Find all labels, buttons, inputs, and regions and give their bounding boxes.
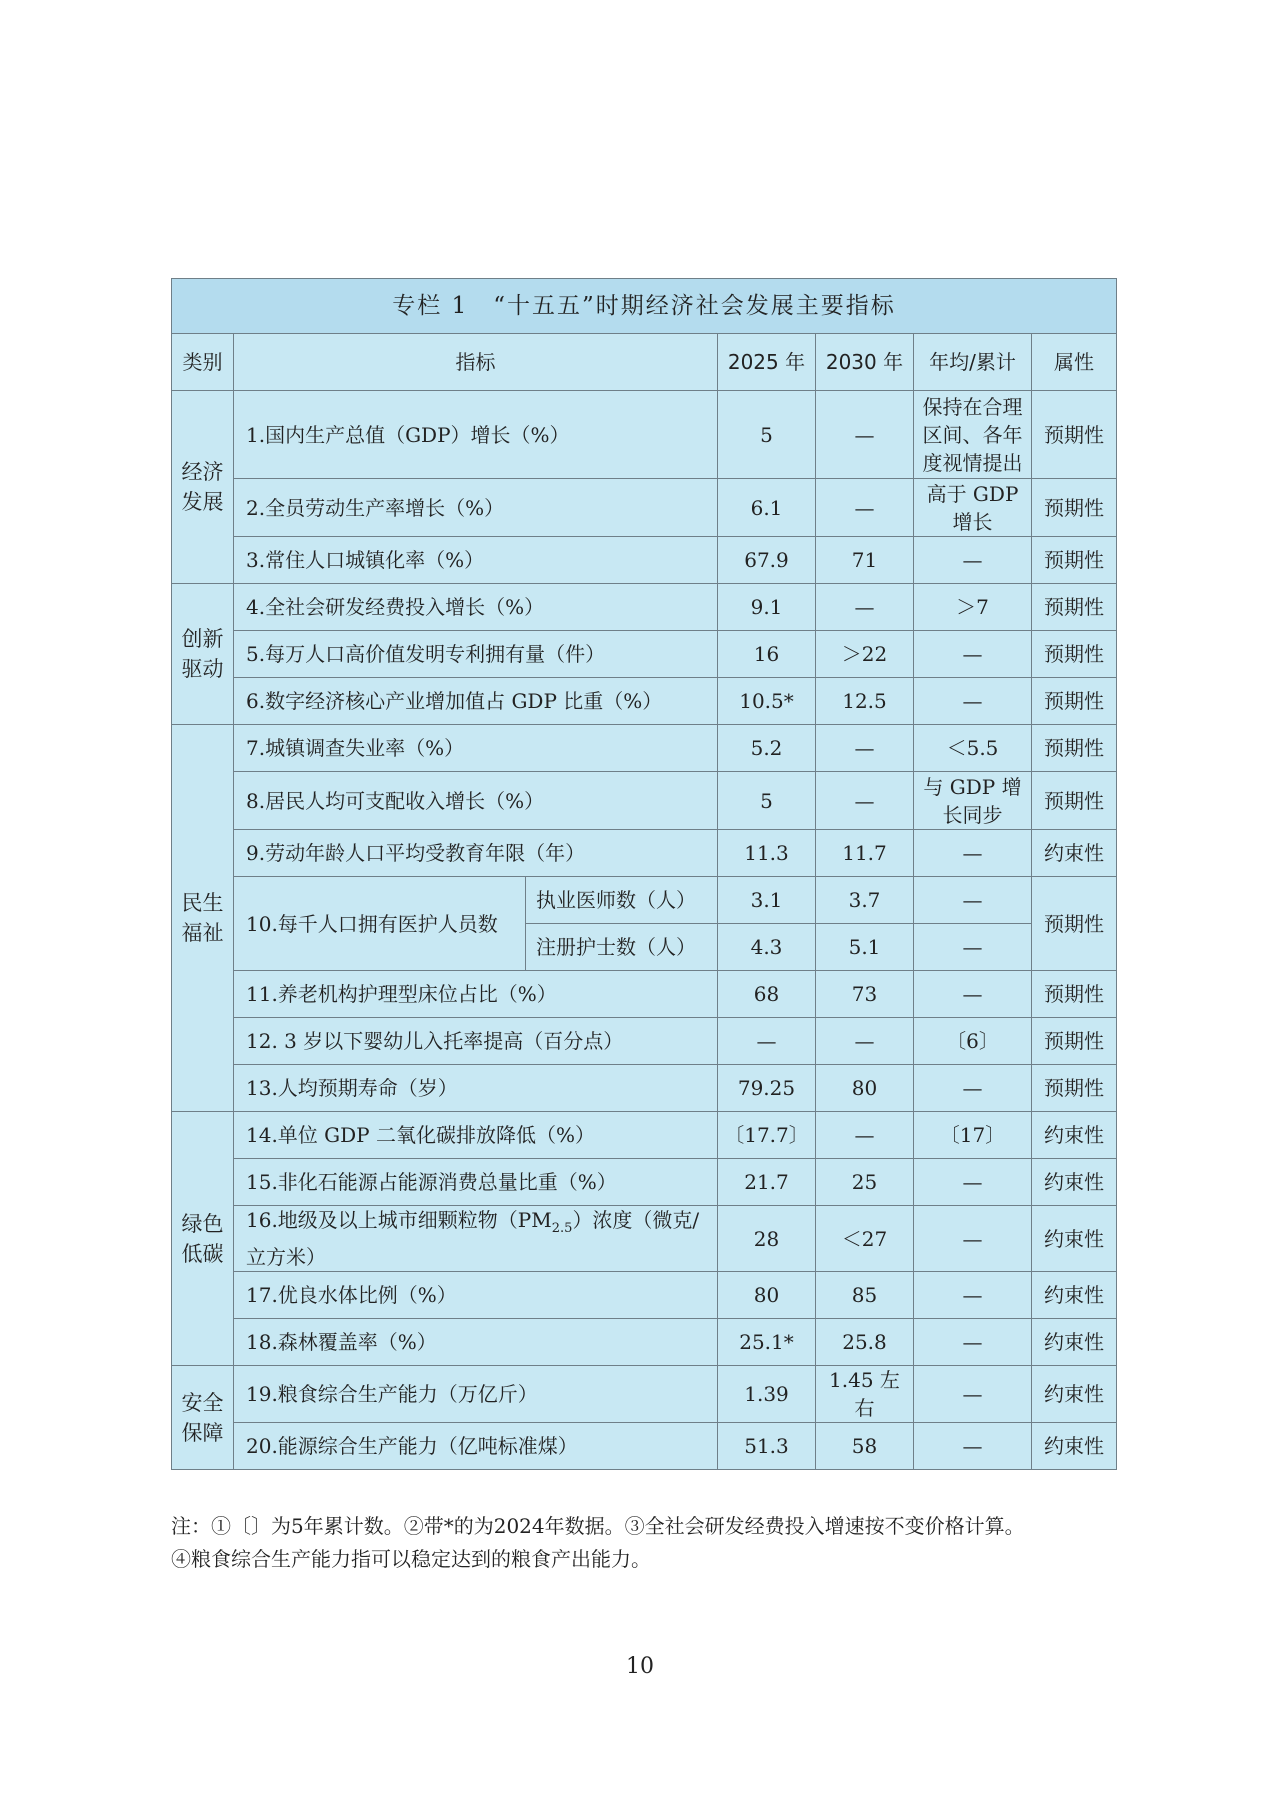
value-attribute: 约束性 xyxy=(1032,830,1117,877)
value-2025: 11.3 xyxy=(718,830,816,877)
value-annual: — xyxy=(914,1423,1032,1470)
indicator-cell: 1.国内生产总值（GDP）增长（%） xyxy=(234,391,718,479)
value-2030: 5.1 xyxy=(816,924,914,971)
value-2030: ＜27 xyxy=(816,1206,914,1272)
value-annual: ＞7 xyxy=(914,584,1032,631)
table-header-row xyxy=(172,334,1117,391)
value-2025: 10.5* xyxy=(718,678,816,725)
indicator-cell: 13.人均预期寿命（岁） xyxy=(234,1065,718,1112)
indicator-cell: 12. 3 岁以下婴幼儿入托率提高（百分点） xyxy=(234,1018,718,1065)
value-annual: 保持在合理区间、各年度视情提出 xyxy=(914,391,1032,479)
value-annual: 〔17〕 xyxy=(914,1112,1032,1159)
value-annual: 〔6〕 xyxy=(914,1018,1032,1065)
value-2030: 3.7 xyxy=(816,877,914,924)
table-row xyxy=(172,1159,1117,1206)
header-indicator: 指标 xyxy=(234,334,718,391)
value-2030: 1.45 左右 xyxy=(816,1366,914,1423)
value-2025: 67.9 xyxy=(718,537,816,584)
value-annual: — xyxy=(914,1206,1032,1272)
value-attribute: 预期性 xyxy=(1032,631,1117,678)
value-attribute: 预期性 xyxy=(1032,678,1117,725)
value-attribute: 预期性 xyxy=(1032,1018,1117,1065)
value-annual: — xyxy=(914,924,1032,971)
table-row xyxy=(172,772,1117,830)
value-annual: — xyxy=(914,1065,1032,1112)
value-attribute: 预期性 xyxy=(1032,1065,1117,1112)
indicator-cell: 19.粮食综合生产能力（万亿斤） xyxy=(234,1366,718,1423)
value-2025: 5 xyxy=(718,391,816,479)
table-row xyxy=(172,1018,1117,1065)
table-title-row xyxy=(172,279,1117,334)
value-annual: — xyxy=(914,1366,1032,1423)
value-2030: 73 xyxy=(816,971,914,1018)
value-annual: — xyxy=(914,971,1032,1018)
value-2030: 80 xyxy=(816,1065,914,1112)
value-2025: 79.25 xyxy=(718,1065,816,1112)
value-attribute: 预期性 xyxy=(1032,772,1117,830)
value-annual: — xyxy=(914,678,1032,725)
value-2025: 4.3 xyxy=(718,924,816,971)
table-row xyxy=(172,1366,1117,1423)
value-attribute: 约束性 xyxy=(1032,1366,1117,1423)
indicator-cell: 20.能源综合生产能力（亿吨标准煤） xyxy=(234,1423,718,1470)
indicator-text-pre: 16.地级及以上城市细颗粒物（PM xyxy=(246,1208,552,1232)
value-2030: — xyxy=(816,1112,914,1159)
value-2025: 21.7 xyxy=(718,1159,816,1206)
indicator-cell: 17.优良水体比例（%） xyxy=(234,1272,718,1319)
indicator-table xyxy=(171,278,1117,1470)
indicator-table-container xyxy=(171,278,1116,1470)
indicator-cell: 18.森林覆盖率（%） xyxy=(234,1319,718,1366)
value-2030: — xyxy=(816,391,914,479)
table-row xyxy=(172,1112,1117,1159)
table-row xyxy=(172,725,1117,772)
table-row xyxy=(172,1272,1117,1319)
value-2030: — xyxy=(816,584,914,631)
category-label: 民生 福祉 xyxy=(181,891,224,945)
table-row xyxy=(172,830,1117,877)
category-label: 经济 发展 xyxy=(181,460,224,514)
value-attribute: 约束性 xyxy=(1032,1159,1117,1206)
value-attribute: 预期性 xyxy=(1032,584,1117,631)
indicator-cell: 10.每千人口拥有医护人员数 xyxy=(234,877,526,971)
value-2030: 25.8 xyxy=(816,1319,914,1366)
value-2025: 6.1 xyxy=(718,479,816,537)
value-2025: 9.1 xyxy=(718,584,816,631)
value-2025: 3.1 xyxy=(718,877,816,924)
value-attribute: 预期性 xyxy=(1032,537,1117,584)
value-2025: 25.1* xyxy=(718,1319,816,1366)
category-innovation xyxy=(172,584,234,725)
indicator-cell: 15.非化石能源占能源消费总量比重（%） xyxy=(234,1159,718,1206)
category-security xyxy=(172,1366,234,1470)
category-label: 创新 驱动 xyxy=(181,627,224,681)
indicator-cell: 9.劳动年龄人口平均受教育年限（年） xyxy=(234,830,718,877)
page-number: 10 xyxy=(626,1654,654,1679)
indicator-cell: 7.城镇调查失业率（%） xyxy=(234,725,718,772)
indicator-cell: 2.全员劳动生产率增长（%） xyxy=(234,479,718,537)
sub-indicator-cell: 执业医师数（人） xyxy=(526,877,718,924)
value-annual: — xyxy=(914,1272,1032,1319)
indicator-cell: 3.常住人口城镇化率（%） xyxy=(234,537,718,584)
value-2030: ＞22 xyxy=(816,631,914,678)
value-annual: ＜5.5 xyxy=(914,725,1032,772)
value-attribute: 约束性 xyxy=(1032,1423,1117,1470)
value-attribute: 预期性 xyxy=(1032,391,1117,479)
table-row xyxy=(172,1423,1117,1470)
value-2025: 80 xyxy=(718,1272,816,1319)
value-2025: 5.2 xyxy=(718,725,816,772)
value-2030: — xyxy=(816,1018,914,1065)
value-2030: — xyxy=(816,725,914,772)
value-annual: 高于 GDP 增长 xyxy=(914,479,1032,537)
value-annual: — xyxy=(914,1159,1032,1206)
table-row xyxy=(172,1319,1117,1366)
value-attribute: 约束性 xyxy=(1032,1319,1117,1366)
table-row xyxy=(172,537,1117,584)
value-2025: 68 xyxy=(718,971,816,1018)
category-label: 安全 保障 xyxy=(181,1390,224,1445)
value-2030: 85 xyxy=(816,1272,914,1319)
value-attribute: 预期性 xyxy=(1032,877,1117,971)
table-row xyxy=(172,391,1117,479)
indicator-cell: 4.全社会研发经费投入增长（%） xyxy=(234,584,718,631)
indicator-text-post: ）浓度（微克/立方米） xyxy=(246,1208,700,1269)
value-attribute: 约束性 xyxy=(1032,1112,1117,1159)
category-label: 绿色 低碳 xyxy=(181,1211,224,1266)
table-row xyxy=(172,678,1117,725)
sub-indicator-cell: 注册护士数（人） xyxy=(526,924,718,971)
value-2025: — xyxy=(718,1018,816,1065)
note-line-1: 注：①〔〕为5年累计数。②带*的为2024年数据。③全社会研发经费投入增速按不变价格计算。 xyxy=(171,1514,1025,1538)
header-category: 类别 xyxy=(172,334,234,391)
indicator-cell: 5.每万人口高价值发明专利拥有量（件） xyxy=(234,631,718,678)
category-economy xyxy=(172,391,234,584)
header-2025: 2025 年 xyxy=(718,334,816,391)
value-attribute: 预期性 xyxy=(1032,971,1117,1018)
category-green xyxy=(172,1112,234,1366)
note-line-2: ④粮食综合生产能力指可以稳定达到的粮食产出能力。 xyxy=(171,1547,651,1571)
value-attribute: 预期性 xyxy=(1032,725,1117,772)
table-title: 专栏 1 “十五五”时期经济社会发展主要指标 xyxy=(172,279,1117,334)
indicator-cell: 14.单位 GDP 二氧化碳排放降低（%） xyxy=(234,1112,718,1159)
value-annual: — xyxy=(914,537,1032,584)
value-2025: 51.3 xyxy=(718,1423,816,1470)
indicator-subscript: 2.5 xyxy=(551,1221,573,1236)
value-2025: 〔17.7〕 xyxy=(718,1112,816,1159)
table-row xyxy=(172,1065,1117,1112)
value-attribute: 约束性 xyxy=(1032,1272,1117,1319)
value-2030: 25 xyxy=(816,1159,914,1206)
value-2025: 5 xyxy=(718,772,816,830)
value-2025: 16 xyxy=(718,631,816,678)
table-row xyxy=(172,877,1117,924)
value-attribute: 预期性 xyxy=(1032,479,1117,537)
indicator-cell: 11.养老机构护理型床位占比（%） xyxy=(234,971,718,1018)
value-2025: 1.39 xyxy=(718,1366,816,1423)
value-2030: — xyxy=(816,772,914,830)
indicator-cell: 6.数字经济核心产业增加值占 GDP 比重（%） xyxy=(234,678,718,725)
value-2030: 12.5 xyxy=(816,678,914,725)
value-2025: 28 xyxy=(718,1206,816,1272)
header-2030: 2030 年 xyxy=(816,334,914,391)
table-row xyxy=(172,479,1117,537)
table-row xyxy=(172,631,1117,678)
value-annual: — xyxy=(914,877,1032,924)
header-annual: 年均/累计 xyxy=(914,334,1032,391)
table-row xyxy=(172,1206,1117,1272)
table-notes xyxy=(171,1510,1131,1576)
value-2030: 71 xyxy=(816,537,914,584)
table-row xyxy=(172,971,1117,1018)
indicator-cell xyxy=(234,1206,718,1272)
indicator-cell: 8.居民人均可支配收入增长（%） xyxy=(234,772,718,830)
value-2030: 58 xyxy=(816,1423,914,1470)
value-annual: — xyxy=(914,830,1032,877)
value-annual: — xyxy=(914,1319,1032,1366)
value-annual: — xyxy=(914,631,1032,678)
value-annual: 与 GDP 增长同步 xyxy=(914,772,1032,830)
value-2030: 11.7 xyxy=(816,830,914,877)
category-welfare xyxy=(172,725,234,1112)
table-row xyxy=(172,584,1117,631)
value-attribute: 约束性 xyxy=(1032,1206,1117,1272)
value-2030: — xyxy=(816,479,914,537)
header-attribute: 属性 xyxy=(1032,334,1117,391)
